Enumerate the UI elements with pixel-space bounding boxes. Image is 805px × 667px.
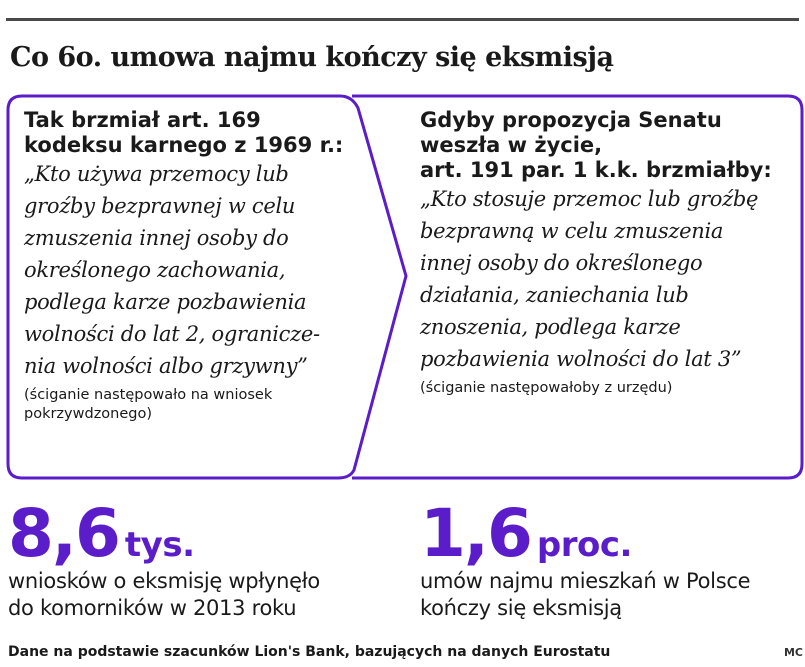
stat-value: 1,6: [420, 495, 531, 572]
stat-description: [420, 568, 750, 622]
quote-line: groźby bezprawnej w celu: [24, 194, 296, 218]
stat-description-line: wniosków o eksmisję wpłynęło: [8, 569, 320, 593]
stat-description-line: kończy się eksmisją: [420, 596, 622, 620]
stat-value: 8,6: [8, 495, 119, 572]
heading-line: Gdyby propozycja Senatu: [420, 108, 722, 132]
heading-line: weszła w życie,: [420, 133, 603, 157]
quote-line: działania, zaniechania lub: [420, 283, 689, 307]
stat-unit: tys.: [124, 525, 195, 565]
stat-description-line: umów najmu mieszkań w Polsce: [420, 569, 751, 593]
quote-line: podlega karze pozbawienia: [24, 290, 307, 314]
quote-line: wolności do lat 2, ogranicze-: [24, 322, 320, 346]
stat-unit: proc.: [536, 525, 632, 565]
right-panel-note: [420, 379, 800, 398]
left-panel-heading: [24, 108, 384, 158]
page-title: Co 6o. umowa najmu kończy się eksmisją: [10, 42, 614, 73]
stat-description: [8, 568, 320, 622]
quote-line: nia wolności albo grzywny”: [24, 354, 308, 378]
note-line: (ściganie następowało na wniosek: [24, 387, 273, 403]
right-panel: [420, 108, 800, 398]
heading-line: art. 191 par. 1 k.k. brzmiałby:: [420, 158, 772, 182]
heading-line: Tak brzmiał art. 169: [24, 108, 261, 132]
left-panel-note: [24, 386, 384, 424]
quote-line: „Kto stosuje przemoc lub groźbę: [420, 187, 759, 211]
quote-line: określonego zachowania,: [24, 258, 286, 282]
author-credit: MC: [783, 646, 803, 659]
right-panel-heading: [420, 108, 800, 183]
quote-line: pozbawienia wolności do lat 3”: [420, 347, 742, 371]
left-panel-quote: [24, 158, 384, 382]
stat-eviction-share: [420, 495, 751, 622]
note-line: (ściganie następowałoby z urzędu): [420, 380, 673, 396]
right-panel-quote: [420, 183, 800, 375]
quote-line: zmuszenia innej osoby do: [24, 226, 289, 250]
note-line: pokrzywdzonego): [24, 406, 153, 422]
left-panel: [24, 108, 384, 424]
quote-line: znoszenia, podlega karze: [420, 315, 681, 339]
quote-line: bezprawną w celu zmuszenia: [420, 219, 724, 243]
stat-figure: [8, 495, 320, 572]
stat-description-line: do komorników w 2013 roku: [8, 596, 297, 620]
quote-line: innej osoby do określonego: [420, 251, 703, 275]
quote-line: „Kto używa przemocy lub: [24, 162, 289, 186]
heading-line: kodeksu karnego z 1969 r.:: [24, 133, 344, 157]
stat-figure: [420, 495, 750, 572]
source-footnote: Dane na podstawie szacunków Lion's Bank, bazujących na danych Eurostatu: [8, 644, 611, 660]
stat-evictions-requests: [8, 495, 320, 622]
